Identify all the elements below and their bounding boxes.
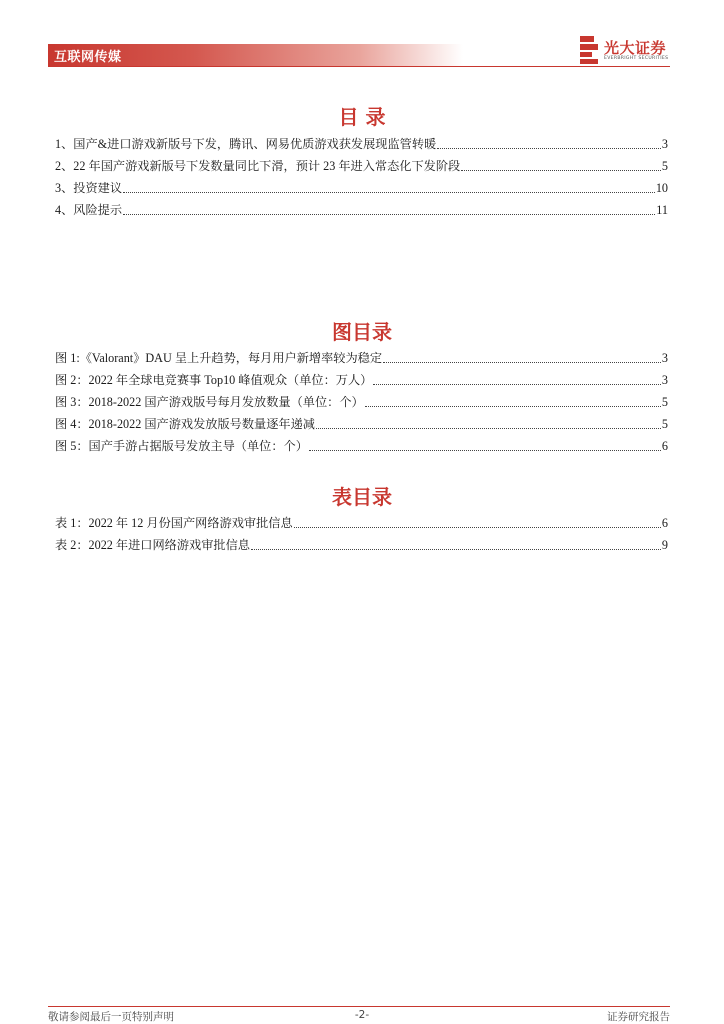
toc-entry-page-number: 11 <box>656 203 668 217</box>
header-divider <box>48 66 670 67</box>
footer-divider <box>48 1006 670 1007</box>
figure-entry-label: 图 3：2018-2022 国产游戏版号每月发放数量（单位：个） <box>55 395 364 409</box>
table-entry-page-number: 6 <box>661 516 668 530</box>
figure-entry[interactable] <box>55 432 668 454</box>
toc-title: 目 录 <box>338 105 386 129</box>
dot-leader <box>251 548 661 550</box>
toc-entry[interactable] <box>55 174 668 196</box>
figures-list <box>55 344 668 454</box>
dot-leader <box>365 405 661 407</box>
toc-entry-label: 4、风险提示 <box>55 203 123 217</box>
figure-entry[interactable] <box>55 366 668 388</box>
figure-entry[interactable] <box>55 388 668 410</box>
footer-disclaimer: 敬请参阅最后一页特别声明 <box>48 1011 174 1023</box>
tables-title: 表目录 <box>332 485 392 509</box>
toc-entry-label: 2、22 年国产游戏新版号下发数量同比下滑，预计 23 年进入常态化下发阶段 <box>55 159 461 173</box>
toc-entry-page-number: 10 <box>655 181 668 195</box>
table-entry-label: 表 1：2022 年 12 月份国产网络游戏审批信息 <box>55 516 293 530</box>
figure-entry-label: 图 5：国产手游占据版号发放主导（单位：个） <box>55 439 308 453</box>
toc-entry-label: 3、投资建议 <box>55 181 123 195</box>
dot-leader <box>373 383 661 385</box>
figure-entry-label: 图 4：2018-2022 国产游戏发放版号数量逐年递减 <box>55 417 315 431</box>
toc-entry[interactable] <box>55 130 668 152</box>
figure-entry-page-number: 6 <box>661 439 668 453</box>
toc-entry-page-number: 5 <box>661 159 668 173</box>
toc-entry-page-number: 3 <box>661 137 668 151</box>
table-entry-page-number: 9 <box>661 538 668 552</box>
footer-report-type: 证券研究报告 <box>607 1011 670 1023</box>
figure-entry-label: 图 1:《Valorant》DAU 呈上升趋势，每月用户新增率较为稳定 <box>55 351 383 365</box>
dot-leader <box>123 213 655 215</box>
figure-entry[interactable] <box>55 410 668 432</box>
figures-title: 图目录 <box>332 320 392 344</box>
brand-name: 光大证券 <box>604 39 667 57</box>
figure-entry-page-number: 5 <box>661 417 668 431</box>
toc-list <box>55 130 668 218</box>
dot-leader <box>437 147 661 149</box>
dot-leader <box>309 449 661 451</box>
figure-entry-page-number: 5 <box>661 395 668 409</box>
figure-entry-label: 图 2：2022 年全球电竞赛事 Top10 峰值观众（单位：万人） <box>55 373 373 387</box>
tables-list <box>55 509 668 553</box>
toc-entry[interactable] <box>55 152 668 174</box>
figure-entry-page-number: 3 <box>661 351 668 365</box>
dot-leader <box>383 361 661 363</box>
brand-name-en: EVERBRIGHT SECURITIES <box>604 56 669 61</box>
dot-leader <box>316 427 661 429</box>
dot-leader <box>123 191 655 193</box>
table-entry[interactable] <box>55 531 668 553</box>
page-number: -2- <box>354 1009 370 1021</box>
figure-entry-page-number: 3 <box>661 373 668 387</box>
dot-leader <box>294 526 661 528</box>
dot-leader <box>461 169 661 171</box>
table-entry[interactable] <box>55 509 668 531</box>
toc-entry-label: 1、国产&进口游戏新版号下发，腾讯、网易优质游戏获发展现监管转暖 <box>55 137 437 151</box>
header-section-label: 互联网传媒 <box>54 50 122 65</box>
brand-logo <box>578 36 678 66</box>
table-entry-label: 表 2：2022 年进口网络游戏审批信息 <box>55 538 250 552</box>
header-section-band <box>48 44 463 66</box>
toc-entry[interactable] <box>55 196 668 218</box>
brand-logo-icon <box>578 36 600 64</box>
figure-entry[interactable] <box>55 344 668 366</box>
